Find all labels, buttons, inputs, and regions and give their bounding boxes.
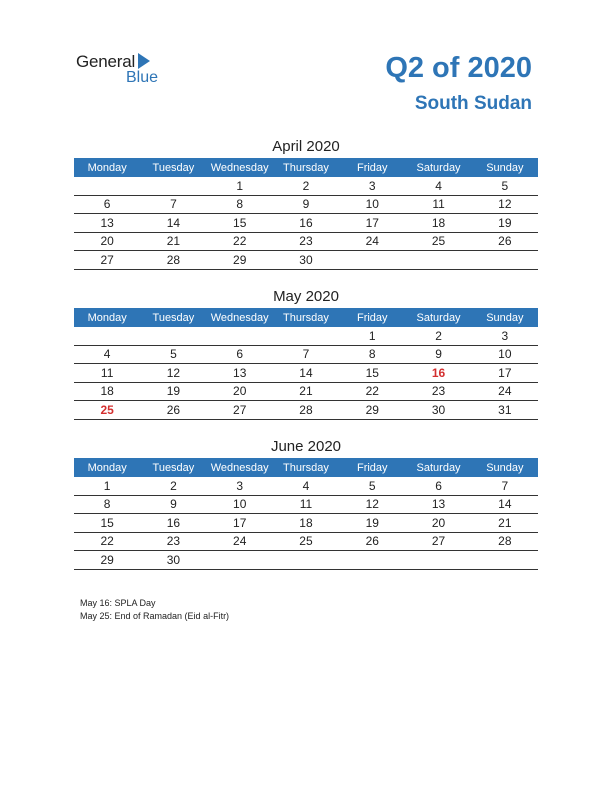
weekday-header-row	[74, 458, 538, 477]
calendar-table	[74, 458, 538, 570]
week-row	[74, 514, 538, 533]
logo-general-text: General	[76, 52, 136, 71]
weekday-header-row	[74, 308, 538, 327]
weekday-header: Sunday	[472, 158, 538, 177]
day-cell: 18	[273, 514, 339, 533]
day-cell: 24	[472, 382, 538, 401]
day-cell: 19	[472, 214, 538, 233]
day-cell: 21	[273, 382, 339, 401]
weekday-header: Thursday	[273, 308, 339, 327]
day-cell: 15	[74, 514, 140, 533]
week-row	[74, 214, 538, 233]
day-cell: 28	[273, 401, 339, 420]
day-cell: 5	[140, 345, 206, 364]
day-cell: 16	[405, 364, 471, 383]
week-row	[74, 251, 538, 270]
week-row	[74, 477, 538, 495]
day-cell: 6	[74, 195, 140, 214]
day-cell: 13	[74, 214, 140, 233]
day-cell	[207, 551, 273, 570]
weekday-header: Wednesday	[207, 158, 273, 177]
weekday-header: Saturday	[405, 308, 471, 327]
week-row	[74, 495, 538, 514]
day-cell: 16	[273, 214, 339, 233]
day-cell: 1	[207, 177, 273, 195]
day-cell: 30	[405, 401, 471, 420]
day-cell	[74, 177, 140, 195]
day-cell: 12	[472, 195, 538, 214]
brand-logo	[76, 52, 176, 88]
day-cell: 27	[207, 401, 273, 420]
day-cell: 22	[339, 382, 405, 401]
day-cell: 23	[405, 382, 471, 401]
day-cell: 6	[405, 477, 471, 495]
day-cell: 22	[74, 532, 140, 551]
holiday-note: May 16: SPLA Day	[80, 598, 156, 608]
calendar-table	[74, 308, 538, 420]
day-cell: 15	[207, 214, 273, 233]
day-cell	[405, 551, 471, 570]
day-cell	[472, 551, 538, 570]
day-cell: 18	[74, 382, 140, 401]
day-cell	[273, 551, 339, 570]
day-cell: 24	[207, 532, 273, 551]
day-cell: 5	[339, 477, 405, 495]
week-row	[74, 195, 538, 214]
day-cell: 7	[140, 195, 206, 214]
day-cell: 6	[207, 345, 273, 364]
day-cell: 25	[273, 532, 339, 551]
weekday-header: Monday	[74, 308, 140, 327]
weekday-header: Thursday	[273, 158, 339, 177]
day-cell: 17	[207, 514, 273, 533]
weekday-header: Tuesday	[140, 158, 206, 177]
day-cell: 11	[405, 195, 471, 214]
day-cell: 9	[140, 495, 206, 514]
week-row	[74, 401, 538, 420]
weekday-header: Friday	[339, 158, 405, 177]
week-row	[74, 551, 538, 570]
day-cell: 5	[472, 177, 538, 195]
day-cell: 28	[472, 532, 538, 551]
day-cell: 21	[140, 232, 206, 251]
flag-icon	[138, 53, 150, 69]
day-cell: 11	[273, 495, 339, 514]
day-cell: 1	[74, 477, 140, 495]
day-cell	[74, 327, 140, 345]
holiday-notes	[80, 597, 229, 623]
day-cell	[273, 327, 339, 345]
day-cell: 12	[140, 364, 206, 383]
day-cell: 21	[472, 514, 538, 533]
day-cell: 26	[339, 532, 405, 551]
weekday-header: Monday	[74, 158, 140, 177]
day-cell: 1	[339, 327, 405, 345]
day-cell: 22	[207, 232, 273, 251]
day-cell: 3	[207, 477, 273, 495]
day-cell: 29	[339, 401, 405, 420]
day-cell: 25	[405, 232, 471, 251]
day-cell: 8	[339, 345, 405, 364]
day-cell: 4	[273, 477, 339, 495]
country-name: South Sudan	[414, 93, 532, 114]
day-cell: 23	[273, 232, 339, 251]
day-cell: 8	[74, 495, 140, 514]
day-cell: 2	[273, 177, 339, 195]
day-cell: 10	[472, 345, 538, 364]
day-cell: 19	[339, 514, 405, 533]
month-may	[74, 286, 538, 420]
day-cell	[472, 251, 538, 270]
weekday-header: Wednesday	[207, 458, 273, 477]
day-cell	[339, 251, 405, 270]
day-cell: 9	[405, 345, 471, 364]
day-cell: 13	[207, 364, 273, 383]
day-cell: 10	[339, 195, 405, 214]
month-june	[74, 436, 538, 570]
month-title: June 2020	[270, 438, 342, 455]
day-cell: 27	[405, 532, 471, 551]
day-cell: 26	[140, 401, 206, 420]
weekday-header: Wednesday	[207, 308, 273, 327]
holiday-note: May 25: End of Ramadan (Eid al-Fitr)	[80, 611, 230, 621]
day-cell: 7	[273, 345, 339, 364]
day-cell: 10	[207, 495, 273, 514]
day-cell: 20	[74, 232, 140, 251]
weekday-header-row	[74, 158, 538, 177]
day-cell: 14	[140, 214, 206, 233]
day-cell: 29	[207, 251, 273, 270]
day-cell	[339, 551, 405, 570]
day-cell: 18	[405, 214, 471, 233]
day-cell: 17	[339, 214, 405, 233]
week-row	[74, 232, 538, 251]
day-cell	[405, 251, 471, 270]
weekday-header: Tuesday	[140, 308, 206, 327]
logo-blue-text: Blue	[126, 69, 159, 86]
page-title: Q2 of 2020	[385, 52, 532, 84]
week-row	[74, 177, 538, 195]
month-april	[74, 136, 538, 270]
day-cell: 27	[74, 251, 140, 270]
day-cell: 4	[74, 345, 140, 364]
day-cell: 20	[207, 382, 273, 401]
day-cell: 26	[472, 232, 538, 251]
day-cell: 20	[405, 514, 471, 533]
weekday-header: Tuesday	[140, 458, 206, 477]
weekday-header: Saturday	[405, 458, 471, 477]
day-cell: 28	[140, 251, 206, 270]
day-cell: 9	[273, 195, 339, 214]
day-cell: 16	[140, 514, 206, 533]
day-cell: 3	[472, 327, 538, 345]
day-cell: 14	[273, 364, 339, 383]
day-cell	[207, 327, 273, 345]
weekday-header: Friday	[339, 458, 405, 477]
day-cell: 25	[74, 401, 140, 420]
day-cell: 19	[140, 382, 206, 401]
weekday-header: Sunday	[472, 458, 538, 477]
day-cell: 11	[74, 364, 140, 383]
week-row	[74, 327, 538, 345]
week-row	[74, 382, 538, 401]
day-cell: 24	[339, 232, 405, 251]
day-cell: 23	[140, 532, 206, 551]
week-row	[74, 532, 538, 551]
day-cell: 15	[339, 364, 405, 383]
day-cell: 31	[472, 401, 538, 420]
day-cell: 2	[405, 327, 471, 345]
calendar-table	[74, 158, 538, 270]
day-cell: 17	[472, 364, 538, 383]
day-cell: 30	[140, 551, 206, 570]
day-cell: 8	[207, 195, 273, 214]
day-cell	[140, 177, 206, 195]
weekday-header: Friday	[339, 308, 405, 327]
day-cell: 13	[405, 495, 471, 514]
day-cell	[140, 327, 206, 345]
day-cell: 4	[405, 177, 471, 195]
day-cell: 30	[273, 251, 339, 270]
weekday-header: Sunday	[472, 308, 538, 327]
day-cell: 2	[140, 477, 206, 495]
day-cell: 3	[339, 177, 405, 195]
month-title: April 2020	[272, 138, 340, 155]
month-title: May 2020	[273, 288, 339, 305]
day-cell: 29	[74, 551, 140, 570]
weekday-header: Monday	[74, 458, 140, 477]
weekday-header: Thursday	[273, 458, 339, 477]
day-cell: 12	[339, 495, 405, 514]
day-cell: 7	[472, 477, 538, 495]
day-cell: 14	[472, 495, 538, 514]
week-row	[74, 364, 538, 383]
weekday-header: Saturday	[405, 158, 471, 177]
week-row	[74, 345, 538, 364]
